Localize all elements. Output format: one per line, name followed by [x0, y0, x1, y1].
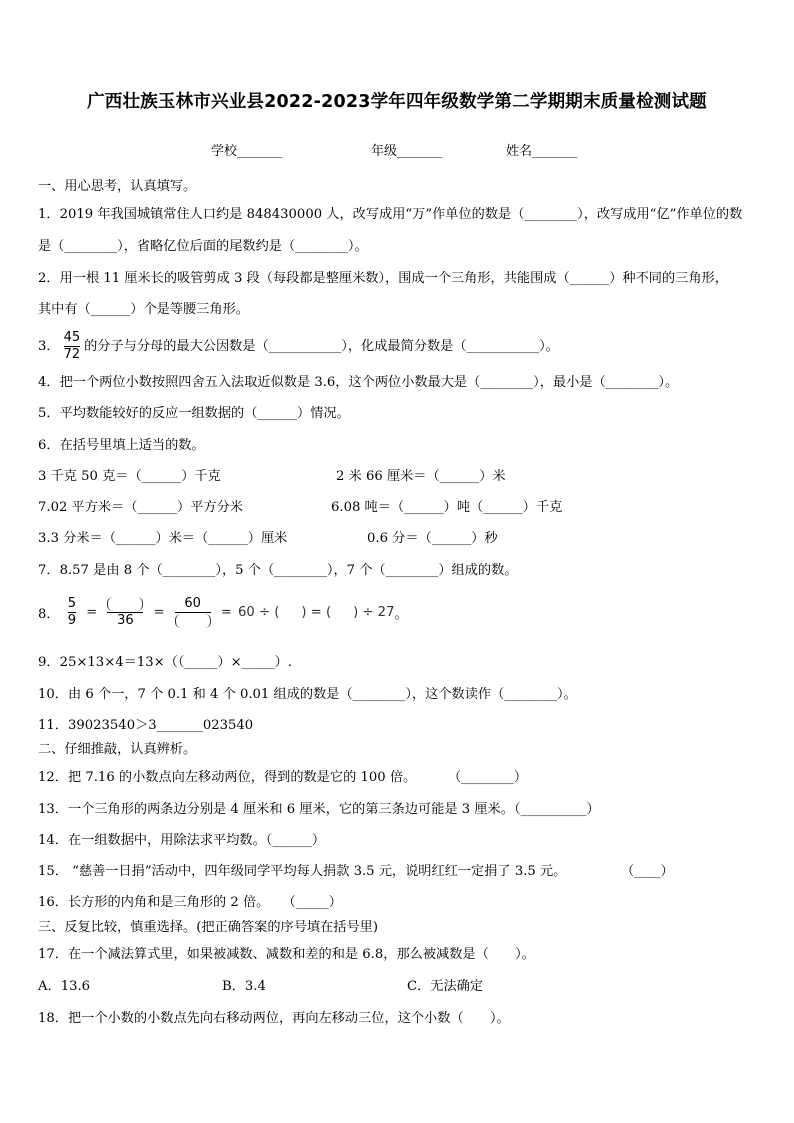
question-18: 18．把一个小数的小数点先向右移动两位，再向左移动三位，这个小数（ ）。: [38, 1011, 510, 1026]
school-field[interactable]: 学校_______: [211, 144, 283, 159]
fraction-denominator: 36: [117, 613, 134, 628]
question-12: 12．把 7.16 的小数点向左移动两位，得到的数是它的 100 倍。: [38, 770, 417, 785]
fraction-numerator: 60: [184, 596, 201, 611]
question-14: 14．在一组数据中，用除法求平均数。（______）: [38, 833, 326, 848]
name-field[interactable]: 姓名_______: [506, 144, 578, 159]
division-expression-1: 60 ÷ (: [238, 605, 280, 620]
fraction-numerator: 45: [63, 330, 81, 345]
question-11: 11．39023540＞3_______023540: [38, 718, 254, 733]
fraction-denominator: 9: [67, 613, 77, 628]
equals-sign: =: [153, 605, 165, 620]
equals-sign: =: [220, 605, 232, 620]
fraction-blank-36: [107, 596, 143, 629]
division-expression-3: ) ÷ 27: [353, 605, 395, 620]
question-6-stem: 6．在括号里填上适当的数。: [38, 438, 205, 453]
question-5: 5．平均数能较好的反应一组数据的（______）情况。: [38, 406, 350, 421]
question-13: 13．一个三角形的两条边分别是 4 厘米和 6 厘米，它的第三条边可能是 3 厘米。（__________）: [38, 802, 600, 817]
section-1-heading: 一、用心思考，认真填写。: [38, 179, 197, 194]
page-title: 广西壮族玉林市兴业县2022-2023学年四年级数学第二学期期末质量检测试题: [87, 92, 707, 112]
section-3-heading: 三、反复比较，慎重选择。(把正确答案的序号填在括号里): [38, 920, 378, 935]
question-3-number: 3．: [38, 339, 60, 354]
period: 。: [394, 607, 408, 622]
fraction-numerator-blank[interactable]: [107, 596, 143, 612]
question-8-number: 8．: [38, 607, 60, 622]
question-4: 4．把一个两位小数按照四舍五入法取近似数是 3.6，这个两位小数最大是（________），最小是（________）。: [38, 375, 679, 390]
question-3: [38, 328, 559, 366]
question-7: 7．8.57 是由 8 个（________），5 个（________），7 个（________）组成的数。: [38, 563, 518, 578]
fraction-60-blank: [175, 596, 211, 629]
fraction-numerator: 5: [67, 596, 77, 611]
question-15-answer-blank[interactable]: （____）: [621, 864, 674, 879]
question-8: [38, 596, 408, 642]
question-17-option-a[interactable]: A．13.6: [38, 979, 91, 994]
question-6-row-2-left: 7.02 平方米＝（______）平方分米: [38, 500, 243, 515]
question-6-row-3-right: 0.6 分＝（______）秒: [367, 531, 498, 546]
question-16: 16．长方形的内角和是三角形的 2 倍。 （_____）: [38, 895, 342, 910]
question-17-option-b[interactable]: B．3.4: [222, 979, 266, 994]
question-2-line-2: 其中有（______）个是等腰三角形。: [38, 302, 249, 317]
question-1-line-1: 1．2019 年我国城镇常住人口约是 848430000 人，改写成用“万”作单位的数是（________），改写成用“亿”作单位的数: [38, 207, 743, 222]
question-15: 15． “慈善一日捐”活动中，四年级同学平均每人捐款 3.5 元，说明红红一定捐了 3.5 元。: [38, 864, 567, 879]
question-10: 10．由 6 个一，7 个 0.1 和 4 个 0.01 组成的数是（________），这个数读作（________）。: [38, 687, 577, 702]
division-expression-2: ) = (: [301, 605, 332, 620]
question-6-row-1-right: 2 米 66 厘米＝（______）米: [336, 469, 506, 484]
question-2-line-1: 2．用一根 11 厘米长的吸管剪成 3 段（每段都是整厘米数），围成一个三角形，共能围成（______）种不同的三角形，: [38, 271, 728, 286]
question-6-row-2-right: 6.08 吨＝（______）吨（______）千克: [331, 500, 563, 515]
question-1-line-2: 是（________），省略亿位后面的尾数约是（________）。: [38, 239, 368, 254]
question-17: 17．在一个减法算式里，如果被减数、减数和差的和是 6.8，那么被减数是（ ）。: [38, 947, 535, 962]
fraction-45-72: [64, 330, 81, 363]
question-9: 9．25×13×4＝13×（（_____）×_____）.: [38, 655, 292, 670]
grade-field[interactable]: 年级_______: [371, 144, 443, 159]
question-6-row-3-left: 3.3 分米＝（______）米＝（______）厘米: [38, 531, 288, 546]
fraction-denominator: 72: [63, 347, 81, 362]
question-6-row-1-left: 3 千克 50 克＝（______）千克: [38, 469, 221, 484]
fraction-denominator-blank[interactable]: [175, 613, 211, 629]
equals-sign: =: [86, 605, 98, 620]
question-17-option-c[interactable]: C．无法确定: [407, 979, 484, 994]
question-3-text: 的分子与分母的最大公因数是（___________），化成最简分数是（___________）。: [84, 339, 559, 354]
section-2-heading: 二、仔细推敲，认真辨析。: [38, 742, 197, 757]
fraction-5-9: [68, 596, 76, 629]
question-12-answer-blank[interactable]: （________）: [448, 770, 528, 785]
